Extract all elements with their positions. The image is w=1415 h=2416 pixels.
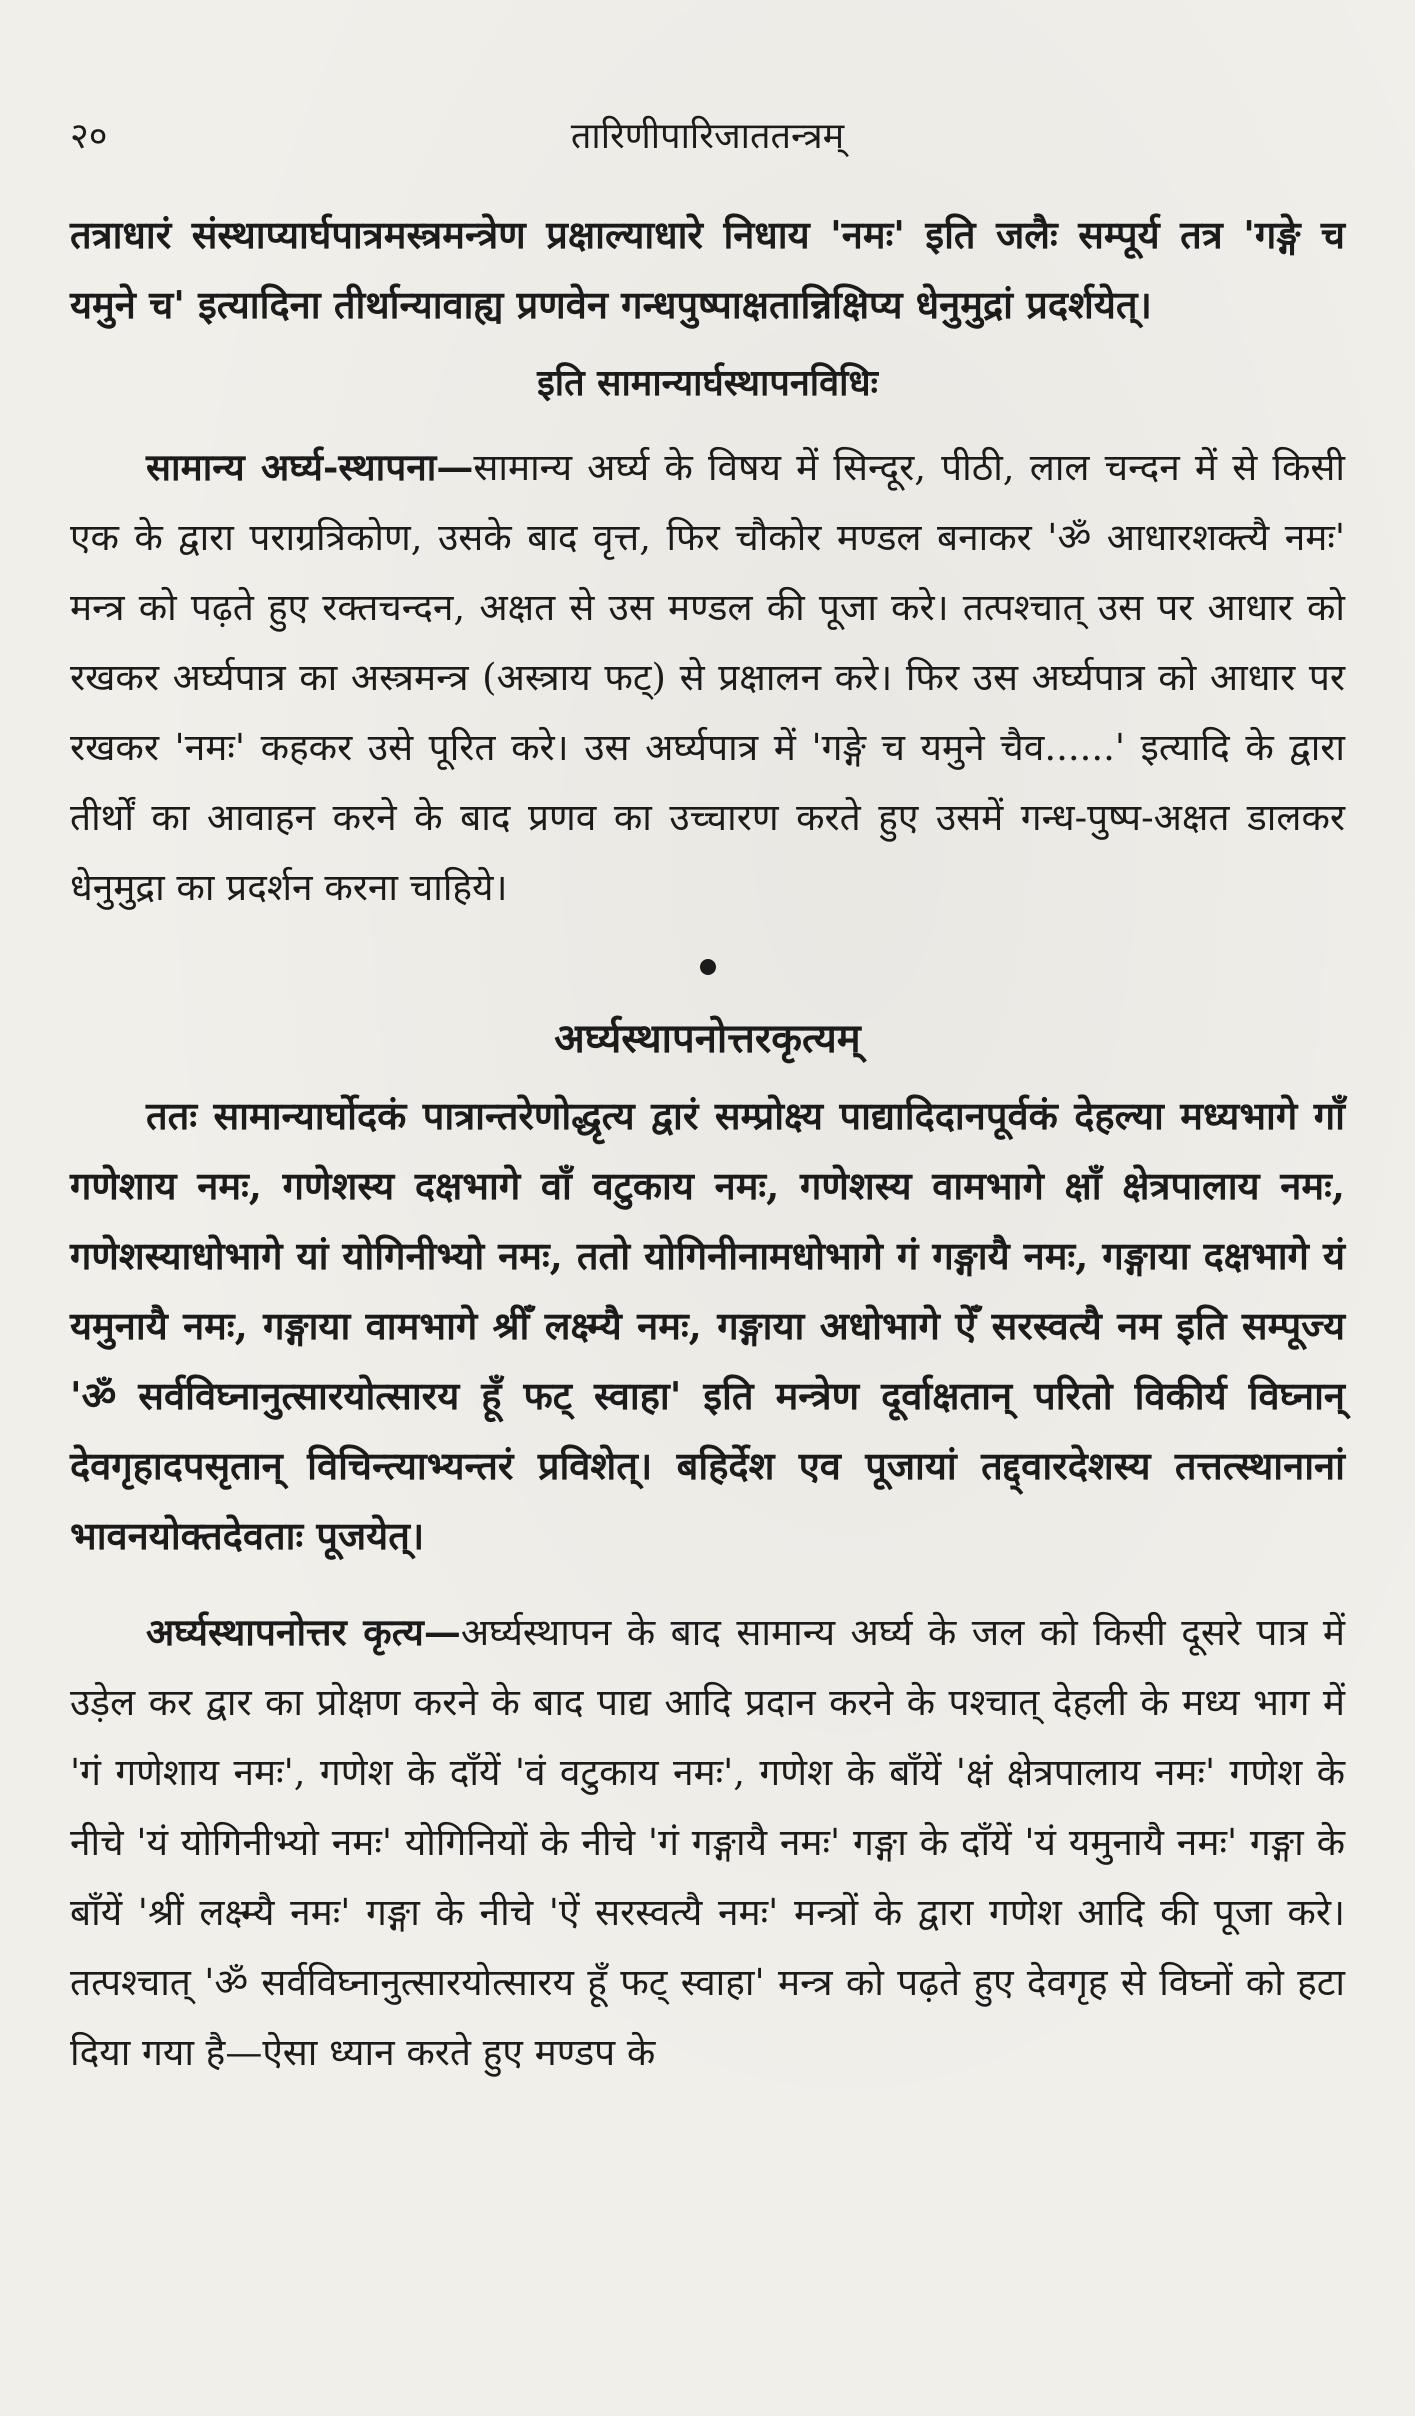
hindi-paragraph-lead: अर्घ्यस्थापनोत्तर कृत्य— [146,1610,461,1654]
section-title: अर्घ्यस्थापनोत्तरकृत्यम् [554,1015,861,1062]
sanskrit-paragraph-arghya-sthapana: तत्राधारं संस्थाप्यार्घपात्रमस्त्रमन्त्रेण प्रक्षाल्याधारे निधाय 'नमः' इति जलैः सम्पूर्य तत्र 'गङ्गे च यमुने च' इत्यादिना तीर्थान्यावाह्य प्रणवेन गन्धपुष्पाक्षतान्निक्षिप्य धेनुमुद्रां प्रदर्शयेत्। [70,212,1345,327]
page-number: २० [70,116,108,157]
sanskrit-paragraph-uttara-kritya: ततः सामान्यार्घोदकं पात्रान्तरेणोद्धृत्य द्वारं सम्प्रोक्ष्य पाद्यादिदानपूर्वकं देहल्या मध्यभागे गाँ गणेशाय नमः, गणेशस्य दक्षभागे वाँ वटुकाय नमः, गणेशस्य वामभागे क्षाँ क्षेत्रपालाय नमः, गणेशस्याधोभागे यां योगिनीभ्यो नमः, ततो योगिनीनामधोभागे गं गङ्गायै नमः, गङ्गाया दक्षभागे यं यमुनायै नमः, गङ्गाया वामभागे श्रीँ लक्ष्म्यै नमः, गङ्गाया अधोभागे ऐँ सरस्वत्यै नम इति सम्पूज्य 'ॐ सर्वविघ्नानुत्सारयोत्सारय हूँ फट् स्वाहा' इति मन्त्रेण दूर्वाक्षतान् परितो विकीर्य विघ्नान् देवगृहादपसृतान् विचिन्त्याभ्यन्तरं प्रविशेत्। बहिर्देश एव पूजायां तद्द्वारदेशस्य तत्तत्स्थानानां भावनयोक्तदेवताः पूजयेत्। [70,1093,1345,1558]
section-separator [70,931,1345,1001]
running-title: तारिणीपारिजाततन्त्रम् [570,116,845,157]
section-colophon: इति सामान्यार्घस्थापनविधिः [537,362,878,404]
running-head [70,110,1345,170]
hindi-paragraph-arghya-sthapana [70,432,1345,923]
hindi-paragraph-body: अर्घ्यस्थापन के बाद सामान्य अर्घ्य के जल को किसी दूसरे पात्र में उड़ेल कर द्वार का प्रोक्षण करने के बाद पाद्य आदि प्रदान करने के पश्चात् देहली के मध्य भाग में 'गं गणेशाय नमः', गणेश के दाँयें 'वं वटुकाय नमः', गणेश के बाँयें 'क्षं क्षेत्रपालाय नमः' गणेश के नीचे 'यं योगिनीभ्यो नमः' योगिनियों के नीचे 'गं गङ्गायै नमः' गङ्गा के दाँयें 'यं यमुनायै नमः' गङ्गा के बाँयें 'श्रीं लक्ष्म्यै नमः' गङ्गा के नीचे 'ऐं सरस्वत्यै नमः' मन्त्रों के द्वारा गणेश आदि की पूजा करे। तत्पश्चात् 'ॐ सर्वविघ्नानुत्सारयोत्सारय हूँ फट् स्वाहा' मन्त्र को पढ़ते हुए देवगृह से विघ्नों को हटा दिया गया है—ऐसा ध्यान करते हुए मण्डप के [70,1611,1345,2074]
hindi-paragraph-lead: सामान्य अर्घ्य-स्थापना— [146,445,474,489]
hindi-paragraph-body: सामान्य अर्घ्य के विषय में सिन्दूर, पीठी, लाल चन्दन में से किसी एक के द्वारा पराग्रत्रिकोण, उसके बाद वृत्त, फिर चौकोर मण्डल बनाकर 'ॐ आधारशक्त्यै नमः' मन्त्र को पढ़ते हुए रक्तचन्दन, अक्षत से उस मण्डल की पूजा करे। तत्पश्चात् उस पर आधार को रखकर अर्घ्यपात्र का अस्त्रमन्त्र (अस्त्राय फट्) से प्रक्षालन करे। फिर उस अर्घ्यपात्र को आधार पर रखकर 'नमः' कहकर उसे पूरित करे। उस अर्घ्यपात्र में 'गङ्गे च यमुने चैव......' इत्यादि के द्वारा तीर्थों का आवाहन करने के बाद प्रणव का उच्चारण करते हुए उसमें गन्ध-पुष्प-अक्षत डालकर धेनुमुद्रा का प्रदर्शन करना चाहिये। [70,446,1345,909]
bullet-dot-icon [700,959,716,975]
paragraph-gap [70,1571,1345,1597]
hindi-paragraph-uttara-kritya [70,1597,1345,2088]
